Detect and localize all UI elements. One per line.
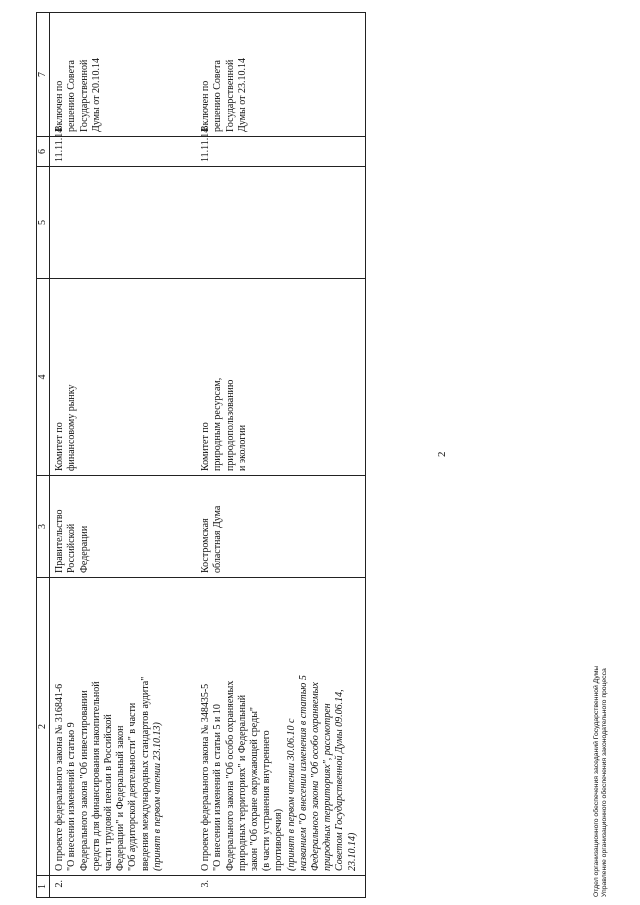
reading-note-line: (принят в первом чтении 23.10.13) [151, 722, 163, 871]
footer-line: Отдел организационного обеспечения заседаний Государственной Думы [593, 665, 600, 897]
bill-title-line: "О внесении изменений в статьи 5 и 10 [212, 704, 224, 871]
status-line: Думы от 23.10.14 [236, 58, 248, 132]
bill-title-line: Федерального закона "Об особо охраняемых [224, 680, 236, 871]
bill-title-line: (в части устранения внутреннего [261, 730, 273, 871]
bill-title-line: Федерации" и Федеральный закон [115, 725, 127, 871]
column-header: 6 [37, 137, 50, 167]
reading-note-line: (принят в первом чтении 30.06.10 с [285, 718, 297, 871]
status-line: Думы от 20.10.14 [90, 58, 102, 132]
committee-line: Комитет по [54, 422, 66, 471]
committee-line: и экологии [236, 424, 248, 471]
bill-title-line: О проекте федерального закона № 348435-5 [200, 683, 212, 871]
column-number-row [37, 13, 50, 898]
footer-line: Управление организационного обеспечения законодательного процесса [601, 668, 608, 897]
column-header: 5 [37, 167, 50, 279]
committee-line: природопользованию [224, 379, 236, 471]
committee-line: Комитет по [200, 422, 212, 471]
committee-line: финансовому рынку [66, 384, 78, 471]
bill-title-line: природных территориях" и Федеральный [236, 694, 248, 871]
item-number: 3. [194, 876, 365, 898]
column-5-cell [50, 167, 195, 279]
bill-title [50, 578, 195, 876]
status-line: Включен по [54, 80, 66, 132]
bill-title-line: закон "Об охране окружающей среды" [249, 707, 261, 871]
initiator [50, 476, 195, 578]
bill-title-line: средств для финансирования накопительной [90, 681, 102, 871]
committee-line: природным ресурсам, [212, 377, 224, 471]
initiator-line: Костромская [200, 518, 212, 573]
initiator-line: Правительство [54, 509, 66, 573]
table-row [194, 13, 365, 898]
agenda-table [36, 12, 366, 898]
footer [593, 666, 609, 897]
initiator [194, 476, 365, 578]
column-header: 2 [37, 578, 50, 876]
column-header: 1 [37, 876, 50, 898]
table-row [50, 13, 195, 898]
reading-note-line: природных территориях", рассмотрен [322, 703, 334, 871]
reading-note-line: Советом Государственной Думы 09.06.14, [334, 689, 346, 871]
status-line: решению Совета [212, 60, 224, 132]
bill-title-line: О проекте федерального закона № 316841-6 [54, 683, 66, 871]
reading-note-line: Федерального закона "Об особо охраняемых [310, 682, 322, 871]
inclusion-status [194, 13, 365, 137]
committee [194, 279, 365, 476]
initiator-line: Федерации [78, 525, 90, 573]
item-number: 2. [50, 876, 195, 898]
column-header: 7 [37, 13, 50, 137]
bill-title-line: введения международных стандартов аудита" [139, 676, 151, 871]
bill-title-line: Федерального закона "Об инвестировании [78, 690, 90, 871]
bill-title-line: противоречия) [273, 808, 285, 871]
committee [50, 279, 195, 476]
page-number: 2 [436, 451, 448, 457]
column-5-cell [194, 167, 365, 279]
status-line: Включен по [200, 80, 212, 132]
review-date: 11.11.14 [50, 137, 195, 167]
column-header: 3 [37, 476, 50, 578]
status-line: Государственной [78, 59, 90, 132]
review-date: 11.11.14 [194, 137, 365, 167]
bill-title-line: "О внесении изменений в статью 9 [66, 722, 78, 871]
bill-title-line: части трудовой пенсии в Российской [103, 714, 115, 871]
initiator-line: Российской [66, 523, 78, 573]
bill-title [194, 578, 365, 876]
status-line: Государственной [224, 59, 236, 132]
reading-note-line: 23.10.14) [346, 832, 358, 871]
initiator-line: областная Дума [212, 505, 224, 573]
inclusion-status [50, 13, 195, 137]
bill-title-line: "Об аудиторской деятельности" в части [127, 702, 139, 871]
status-line: решению Совета [66, 60, 78, 132]
reading-note-line: названием "О внесении изменения в статью 5 [297, 675, 309, 871]
column-header: 4 [37, 279, 50, 476]
